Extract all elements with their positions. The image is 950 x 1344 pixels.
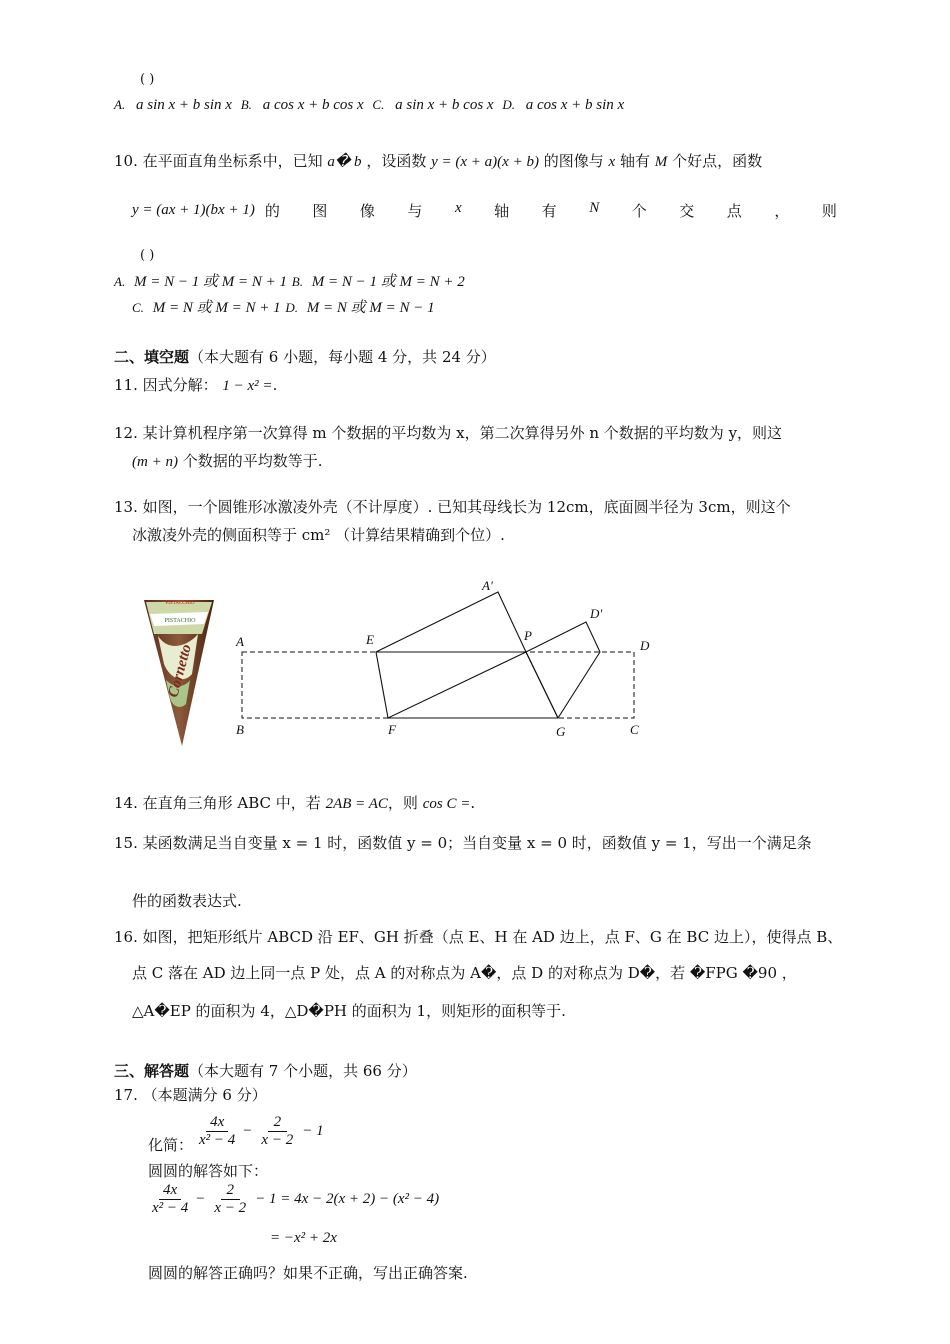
cone-sub-text: PISTACHIO — [164, 618, 196, 624]
q17-tail: − 1 — [302, 1123, 324, 1139]
q10-line2 — [132, 200, 837, 221]
q17-fraction-2-numerator: 2 — [268, 1114, 288, 1132]
section3-title: 三、解答题 — [114, 1062, 190, 1080]
q9-option-d-letter: D. — [502, 97, 515, 112]
folded-triangle-a-prime — [376, 592, 526, 652]
q10-option-a-letter: A. — [114, 274, 126, 289]
q17-step1-rhs: − 1 = 4x − 2(x + 2) − (x² − 4) — [255, 1191, 440, 1207]
q17-simplify-label: 化简： — [148, 1136, 194, 1154]
label-P: P — [524, 628, 532, 643]
q17-header: 17. （本题满分 6 分） — [114, 1086, 267, 1104]
q10-option-c: M = N 或 M = N + 1 — [152, 300, 281, 316]
q9-option-b-letter: B. — [240, 97, 252, 112]
q9-options — [114, 95, 624, 114]
q15-line1: 15. 某函数满足当自变量 x = 1 时，函数值 y = 0；当自变量 x = 0 时，函数值 y = 1，写出一个满足条 — [114, 834, 812, 852]
q14 — [114, 792, 475, 813]
label-G: G — [556, 724, 566, 739]
q10-line2-token: 轴 — [494, 202, 510, 220]
q10-line2-token: 点 — [726, 202, 742, 220]
q16-line2: 点 C 落在 AD 边上同一点 P 处，点 A 的对称点为 A�，点 D 的对称点为 D�，若 �FPG �90 ， — [132, 964, 797, 982]
folded-quadrilateral-d-prime — [526, 622, 600, 718]
q10-line2-tokens — [265, 200, 837, 221]
label-D: D — [640, 638, 650, 653]
q10-line1 — [114, 150, 762, 171]
q10-text-b: ，设函数 — [366, 152, 427, 170]
q13-line1: 13. 如图，一个圆锥形冰激凌外壳（不计厚度）. 已知其母线长为 12cm，底面圆半径为 3cm，则这个 — [114, 498, 791, 516]
dashed-rectangle-abcd — [242, 652, 634, 718]
q10-option-d-letter: D. — [285, 300, 298, 315]
q14-text: 14. 在直角三角形 ABC 中，若 — [114, 794, 321, 812]
q17-step1-fraction-2-numerator: 2 — [221, 1182, 241, 1200]
q9-option-c: a sin x + b cos x — [395, 97, 494, 113]
label-A: A — [236, 634, 244, 649]
q17-answer-intro: 圆圆的解答如下： — [148, 1162, 269, 1180]
q10-answer-paren: ( ) — [140, 248, 155, 263]
label-E: E — [366, 632, 374, 647]
q10-options-row2 — [132, 296, 435, 317]
q11-tail: . — [272, 376, 278, 394]
q14-tail: . — [470, 794, 476, 812]
q15-line2: 件的函数表达式. — [132, 892, 242, 910]
q17-step1-fraction-1-denominator: x² − 4 — [152, 1200, 189, 1216]
q10-M: M — [654, 154, 668, 170]
q13-line2: 冰激凌外壳的侧面积等于 cm² （计算结果精确到个位）. — [132, 526, 505, 544]
q10-options-row1 — [114, 270, 465, 291]
q17-step1-fraction-1 — [148, 1182, 192, 1217]
q17-fraction-1-denominator: x² − 4 — [199, 1132, 236, 1148]
q14-mid: ，则 — [387, 794, 418, 812]
q10-line2-token: N — [589, 200, 600, 216]
q16-line1: 16. 如图，把矩形纸片 ABCD 沿 EF、GH 折叠（点 E、H 在 AD 边上，点 F、G 在 BC 边上），使得点 B、 — [114, 928, 843, 946]
q9-option-d: a cos x + b sin x — [525, 97, 625, 113]
q14-expression: 2AB = AC — [325, 796, 388, 812]
q10-text-a: 10. 在平面直角坐标系中，已知 — [114, 152, 323, 170]
q16-line3: △A�EP 的面积为 4，△D�PH 的面积为 1，则矩形的面积等于. — [132, 1002, 566, 1020]
q14-expression-2: cos C = — [422, 796, 471, 812]
q10-line2-token: 图 — [312, 202, 328, 220]
q9-answer-paren: ( ) — [140, 72, 155, 87]
section3-heading — [114, 1060, 417, 1081]
q17-fraction-1 — [195, 1114, 239, 1149]
section3-note: （本大题有 7 个小题，共 66 分） — [189, 1062, 417, 1080]
q10-condition: a� b — [327, 154, 362, 170]
q10-line2-token: 有 — [541, 202, 557, 220]
section2-title: 二、填空题 — [114, 348, 190, 366]
ice-cream-cone-image — [140, 594, 220, 750]
q17-question: 圆圆的解答正确吗？如果不正确，写出正确答案. — [148, 1264, 468, 1282]
q10-line2-token: 的 — [264, 202, 280, 220]
q10-option-d: M = N 或 M = N − 1 — [306, 300, 435, 316]
q11-text: 11. 因式分解： — [114, 376, 218, 394]
q17-fraction-2-denominator: x − 2 — [261, 1132, 294, 1148]
q11 — [114, 374, 277, 395]
q12-expression: (m + n) — [132, 454, 178, 470]
label-C: C — [630, 722, 639, 737]
section2-note: （本大题有 6 小题，每小题 4 分，共 24 分） — [189, 348, 496, 366]
label-F: F — [388, 722, 396, 737]
q12-line2 — [132, 450, 323, 471]
cone-brand-text: Cornetto — [165, 642, 195, 700]
q10-x: x — [608, 154, 616, 170]
q10-line2-token: 则 — [821, 202, 837, 220]
q12-line1: 12. 某计算机程序第一次算得 m 个数据的平均数为 x，第二次算得另外 n 个数据的平均数为 y，则这 — [114, 424, 783, 442]
q10-text-c: 的图像与 — [543, 152, 604, 170]
fold-quadrilateral-efp — [376, 652, 526, 718]
section2-heading — [114, 346, 496, 367]
q10-text-e: 个好点，函数 — [672, 152, 763, 170]
q17-fraction-2 — [255, 1114, 299, 1149]
q17-fraction-1-numerator: 4x — [206, 1114, 228, 1132]
q9-option-a: a sin x + b sin x — [135, 97, 232, 113]
rectangle-fold-figure — [230, 576, 660, 744]
q17-step1-fraction-1-numerator: 4x — [159, 1182, 181, 1200]
q10-line2-token: ， — [774, 202, 790, 220]
q17-step1: $\frac{4x}{\text{x² − 4}}$ − $\frac{2}{x - 2}$ − 1 = 4x − 2(x + 2) − (x² − 4) — [148, 1182, 439, 1217]
label-D-prime: D' — [590, 606, 603, 621]
q10-option-b: M = N − 1 或 M = N + 2 — [311, 274, 465, 290]
q17-step1-fraction-2 — [208, 1182, 252, 1217]
q10-line2-token: 与 — [407, 202, 423, 220]
q10-option-a: M = N − 1 或 M = N + 1 — [133, 274, 287, 290]
q10-function-2: y = (ax + 1)(bx + 1) — [132, 202, 255, 218]
label-A-prime: A' — [482, 578, 493, 593]
q10-line2-token: x — [454, 200, 462, 216]
q9-option-b: a cos x + b cos x — [262, 97, 364, 113]
q10-function-1: y = (x + a)(x + b) — [431, 154, 539, 170]
q10-option-b-letter: B. — [291, 274, 303, 289]
q17-step1-fraction-2-denominator: x − 2 — [214, 1200, 247, 1216]
q17-simplify-row: 化简： $\frac{4x}{\text{x² − 4}}$ − $\frac{2}{x - 2}$ − 1 — [148, 1114, 324, 1154]
segment-pg — [526, 652, 558, 718]
q11-expression: 1 − x² = — [222, 378, 273, 394]
cone-top-text: PISTACCHIO — [165, 601, 195, 606]
q12-text: 个数据的平均数等于. — [182, 452, 323, 470]
q9-option-a-letter: A. — [114, 97, 126, 112]
q10-line2-token: 个 — [631, 202, 647, 220]
q10-text-d: 轴有 — [619, 152, 650, 170]
q10-line2-token: 像 — [359, 202, 375, 220]
q10-line2-token: 交 — [679, 202, 695, 220]
q10-option-c-letter: C. — [132, 300, 144, 315]
label-B: B — [236, 722, 244, 737]
q9-option-c-letter: C. — [372, 97, 385, 112]
q17-step2: = −x² + 2x — [270, 1230, 337, 1246]
